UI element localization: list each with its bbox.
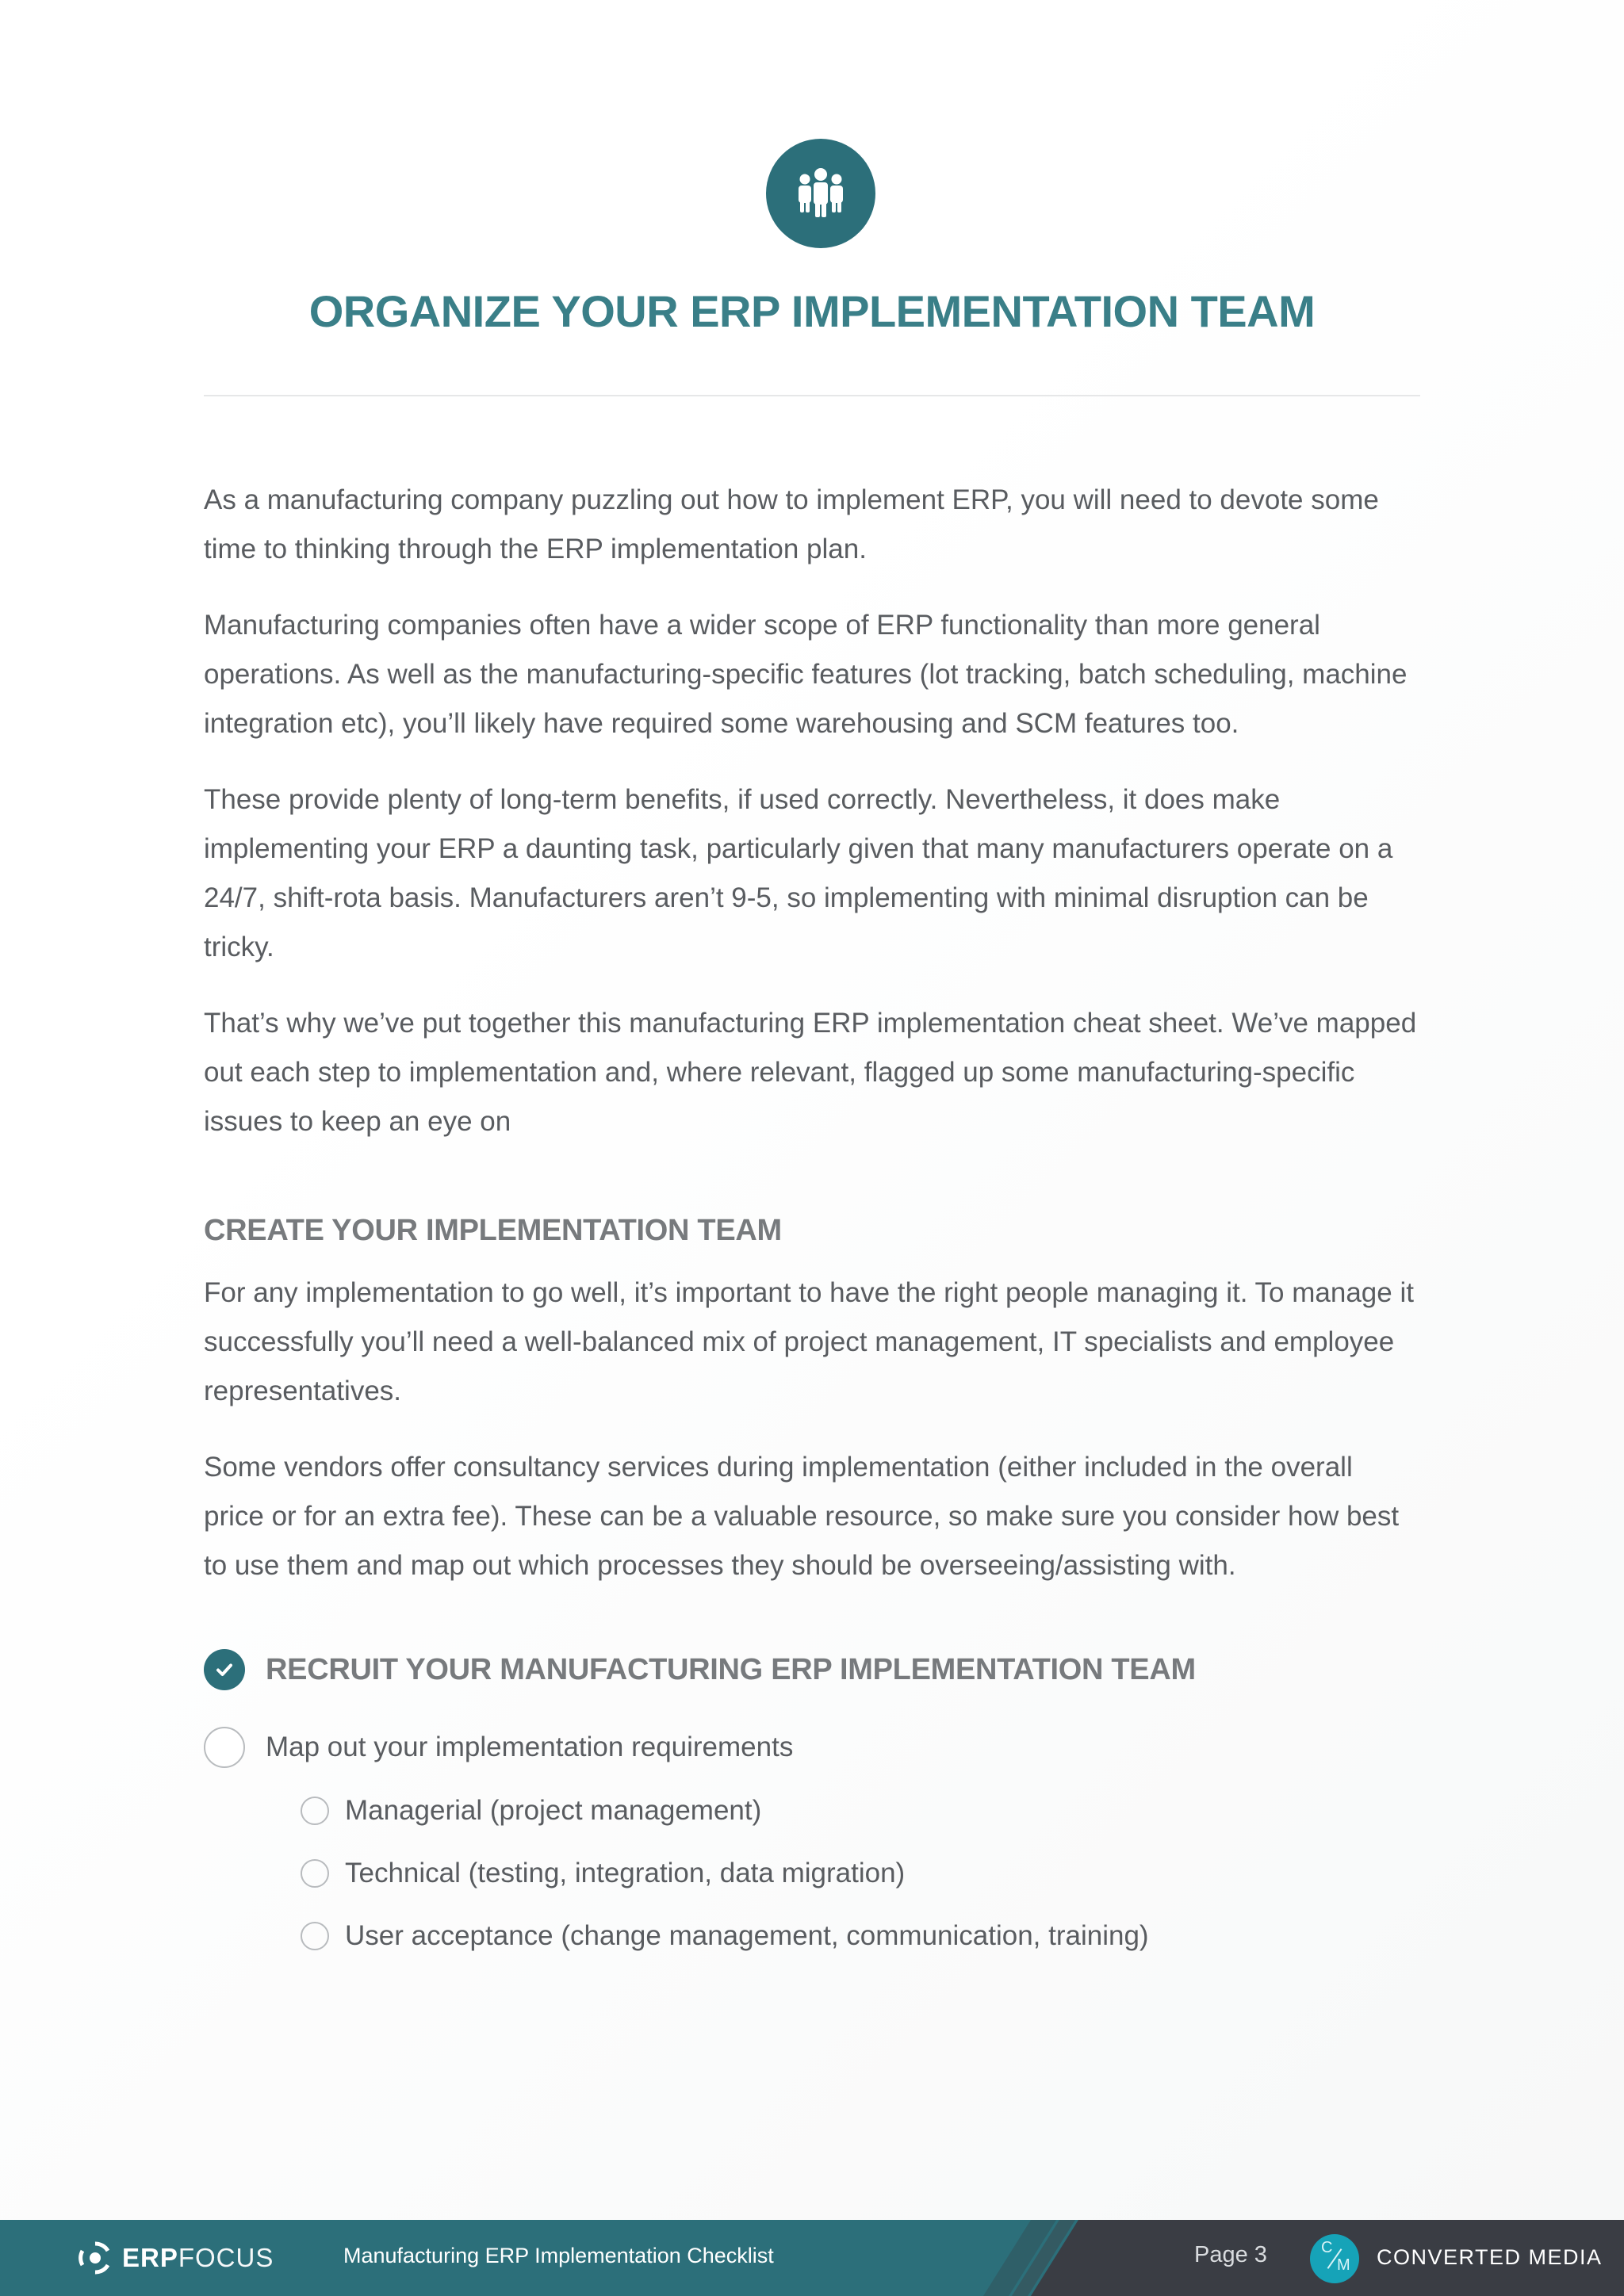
checklist-item-label: Map out your implementation requirements xyxy=(266,1732,794,1762)
unchecked-radio-icon[interactable] xyxy=(301,1859,329,1888)
page-number: Page 3 xyxy=(1194,2242,1267,2267)
logo-text-light: FOCUS xyxy=(178,2243,274,2272)
checklist-heading: RECRUIT YOUR MANUFACTURING ERP IMPLEMENTATION TEAM xyxy=(266,1652,1196,1686)
checklist-heading-row[interactable] xyxy=(204,1646,1420,1693)
unchecked-radio-icon[interactable] xyxy=(301,1922,329,1950)
section-heading: CREATE YOUR IMPLEMENTATION TEAM xyxy=(204,1214,782,1247)
converted-media-badge-icon xyxy=(1310,2234,1359,2283)
unchecked-radio-icon[interactable] xyxy=(301,1797,329,1825)
checklist-sub-list xyxy=(301,1789,1420,1957)
page-title: ORGANIZE YOUR ERP IMPLEMENTATION TEAM xyxy=(308,286,1316,336)
intro-paragraph: As a manufacturing company puzzling out how to implement ERP, you will need to devote some time to thinking through the ERP implementation plan. xyxy=(204,484,1379,564)
badge-letter-c: C xyxy=(1321,2239,1333,2256)
intro-paragraph: These provide plenty of long-term benefits, if used correctly. Nevertheless, it does make implementing your ERP a daunting task, particularly given that many manufacturers operate on a 24/7, shift-rota basis. Manufacturers aren’t 9-5, so implementing with minimal disruption can be tricky. xyxy=(204,784,1393,962)
section-paragraph: For any implementation to go well, it’s important to have the right people managing it. To manage it successfully you’ll need a well-balanced mix of project management, IT specialists and employee representatives. xyxy=(204,1277,1414,1406)
section-paragraph: Some vendors offer consultancy services during implementation (either included in the overall price or for an extra fee). These can be a valuable resource, so make sure you consider how best to use them and map out which processes they should be overseeing/assisting with. xyxy=(204,1452,1400,1581)
checklist-sub-item-label: Technical (testing, integration, data migration) xyxy=(345,1857,906,1888)
intro-paragraph: Manufacturing companies often have a wider scope of ERP functionality than more general operations. As well as the manufacturing-specific features (lot tracking, batch scheduling, machine integration etc), you’ll likely have required some warehousing and SCM features too. xyxy=(204,610,1408,739)
erpfocus-logo xyxy=(78,2241,274,2275)
badge-letter-m: M xyxy=(1337,2256,1350,2274)
checklist-sub-item-label: User acceptance (change management, communication, training) xyxy=(345,1919,1149,1951)
intro-paragraph: That’s why we’ve put together this manufacturing ERP implementation cheat sheet. We’ve mapped out each step to implementation and, where relevant, flagged up some manufacturing-specific issues to keep an eye on xyxy=(204,1008,1417,1137)
checklist-sub-item[interactable] xyxy=(301,1851,1420,1895)
team-icon xyxy=(766,139,875,248)
checklist-sub-item-label: Managerial (project management) xyxy=(345,1794,762,1826)
checklist-sub-item[interactable] xyxy=(301,1789,1420,1832)
unchecked-checkbox-icon[interactable] xyxy=(204,1727,245,1768)
logo-text-bold: ERP xyxy=(122,2243,178,2272)
erpfocus-logo-icon xyxy=(78,2241,113,2275)
checklist-sub-item[interactable] xyxy=(301,1914,1420,1957)
checklist-item[interactable] xyxy=(204,1725,1420,1770)
partner-name: CONVERTED MEDIA xyxy=(1377,2245,1603,2269)
document-title: Manufacturing ERP Implementation Checklist xyxy=(343,2244,774,2267)
page-footer xyxy=(0,2220,1624,2296)
main-content xyxy=(204,476,1420,1957)
checked-checkbox-icon[interactable] xyxy=(204,1649,245,1690)
title-divider xyxy=(204,395,1420,396)
